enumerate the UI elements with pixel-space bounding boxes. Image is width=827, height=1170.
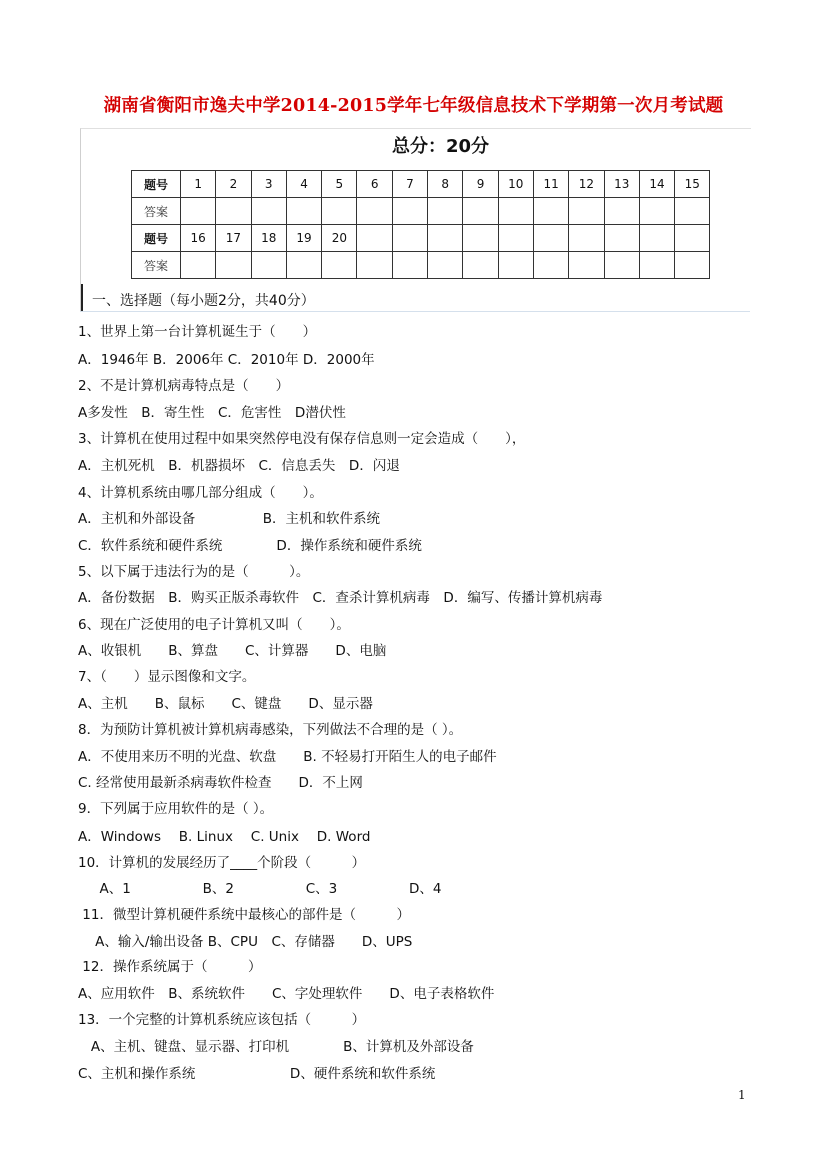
exam-title: 湖南省衡阳市逸夫中学2014-2015学年七年级信息技术下学期第一次月考试题 [103,96,724,116]
question-number-cell: 3 [251,171,286,198]
answer-cell[interactable] [675,198,710,225]
question-number-cell: 14 [639,171,674,198]
answer-cell[interactable] [216,198,251,225]
question-line: A多发性 B．寄生性 C．危害性 D潜伏性 [78,405,346,421]
question-line: A．不使用来历不明的光盘、软盘 B. 不轻易打开陌生人的电子邮件 [78,749,497,765]
question-line: A．1946年 B．2006年 C．2010年 D．2000年 [78,352,375,368]
table-row-numbers-2 [132,225,710,252]
question-number-cell [604,225,639,252]
answer-cell[interactable] [569,198,604,225]
answer-cell[interactable] [181,198,216,225]
question-number-cell: 17 [216,225,251,252]
question-number-cell [463,225,498,252]
answer-label: 答案 [132,252,181,279]
question-number-cell: 6 [357,171,392,198]
question-line: 2、不是计算机病毒特点是（ ） [78,378,290,394]
answer-cell[interactable] [428,252,463,279]
question-number-cell: 5 [322,171,357,198]
question-line: 12．操作系统属于（ ） [78,959,262,975]
page-number: 1 [738,1088,746,1102]
question-number-cell: 11 [533,171,568,198]
answer-cell[interactable] [251,198,286,225]
question-line: 1、世界上第一台计算机诞生于（ ） [78,324,317,340]
question-line: 10．计算机的发展经历了____个阶段（ ） [78,855,366,871]
question-line: A、应用软件 B、系统软件 C、字处理软件 D、电子表格软件 [78,986,495,1002]
question-line: 6、现在广泛使用的电子计算机又叫（ ）。 [78,617,350,633]
question-line: A、1 B、2 C、3 D、4 [78,881,442,897]
question-number-cell: 1 [181,171,216,198]
question-number-cell: 4 [286,171,321,198]
answer-cell[interactable] [533,252,568,279]
question-line: 9．下列属于应用软件的是（ ）。 [78,801,274,817]
table-row-answers-2 [132,252,710,279]
question-number-cell [675,225,710,252]
answer-cell[interactable] [675,252,710,279]
answer-table [131,170,710,279]
answer-cell[interactable] [181,252,216,279]
question-number-cell: 16 [181,225,216,252]
answer-cell[interactable] [392,198,427,225]
question-line: A．Windows B. Linux C. Unix D. Word [78,829,371,845]
question-number-cell: 7 [392,171,427,198]
question-line: 5、以下属于违法行为的是（ ）。 [78,564,310,580]
question-number-cell [428,225,463,252]
question-line: 4、计算机系统由哪几部分组成（ ）。 [78,485,323,501]
question-line: 13．一个完整的计算机系统应该包括（ ） [78,1012,366,1028]
table-row-numbers-1 [132,171,710,198]
question-line: 11．微型计算机硬件系统中最核心的部件是（ ） [78,907,410,923]
answer-cell[interactable] [463,252,498,279]
section-marker [81,284,83,312]
question-line: 3、计算机在使用过程中如果突然停电没有保存信息则一定会造成（ ）， [78,431,526,447]
answer-cell[interactable] [639,252,674,279]
question-line: A、主机 B、鼠标 C、键盘 D、显示器 [78,696,373,712]
answer-label: 答案 [132,198,181,225]
question-line: A、输入/输出设备 B、CPU C、存储器 D、UPS [78,934,413,950]
answer-cell[interactable] [604,198,639,225]
answer-cell[interactable] [286,252,321,279]
question-number-cell [357,225,392,252]
table-row-answers-1 [132,198,710,225]
question-number-cell [498,225,533,252]
question-number-cell: 15 [675,171,710,198]
question-number-cell [639,225,674,252]
question-number-cell: 10 [498,171,533,198]
question-number-cell: 8 [428,171,463,198]
question-line: A、收银机 B、算盘 C、计算器 D、电脑 [78,643,387,659]
question-number-cell [569,225,604,252]
answer-cell[interactable] [498,252,533,279]
answer-cell[interactable] [322,252,357,279]
question-number-header: 题号 [132,225,181,252]
answer-cell[interactable] [604,252,639,279]
question-number-cell: 13 [604,171,639,198]
answer-cell[interactable] [569,252,604,279]
question-number-cell: 2 [216,171,251,198]
question-number-cell: 12 [569,171,604,198]
answer-cell[interactable] [463,198,498,225]
answer-cell[interactable] [286,198,321,225]
answer-cell[interactable] [357,252,392,279]
answer-cell[interactable] [216,252,251,279]
question-number-cell: 18 [251,225,286,252]
answer-cell[interactable] [322,198,357,225]
answer-cell[interactable] [498,198,533,225]
question-number-cell [392,225,427,252]
question-line: C、主机和操作系统 D、硬件系统和软件系统 [78,1066,436,1082]
answer-cell[interactable] [357,198,392,225]
question-line: C. 经常使用最新杀病毒软件检查 D．不上网 [78,775,363,791]
question-number-cell: 19 [286,225,321,252]
answer-cell[interactable] [533,198,568,225]
question-line: A、主机、键盘、显示器、打印机 B、计算机及外部设备 [78,1039,474,1055]
question-line: A．备份数据 B．购买正版杀毒软件 C．查杀计算机病毒 D．编写、传播计算机病毒 [78,590,603,606]
question-line: A．主机死机 B．机器损坏 C．信息丢失 D．闪退 [78,458,400,474]
section-divider [80,311,750,312]
question-number-cell: 20 [322,225,357,252]
question-line: A．主机和外部设备 B．主机和软件系统 [78,511,380,527]
answer-cell[interactable] [428,198,463,225]
question-line: 7、（ ）显示图像和文字。 [78,669,256,685]
question-line: C．软件系统和硬件系统 D．操作系统和硬件系统 [78,538,422,554]
question-number-cell: 9 [463,171,498,198]
question-line: 8．为预防计算机被计算机病毒感染，下列做法不合理的是（ ）。 [78,722,463,738]
total-score: 总分：20分 [392,136,490,157]
question-number-cell [533,225,568,252]
answer-cell[interactable] [639,198,674,225]
answer-cell[interactable] [392,252,427,279]
answer-cell[interactable] [251,252,286,279]
section-heading: 一、选择题（每小题2分，共40分） [92,293,315,309]
question-number-header: 题号 [132,171,181,198]
